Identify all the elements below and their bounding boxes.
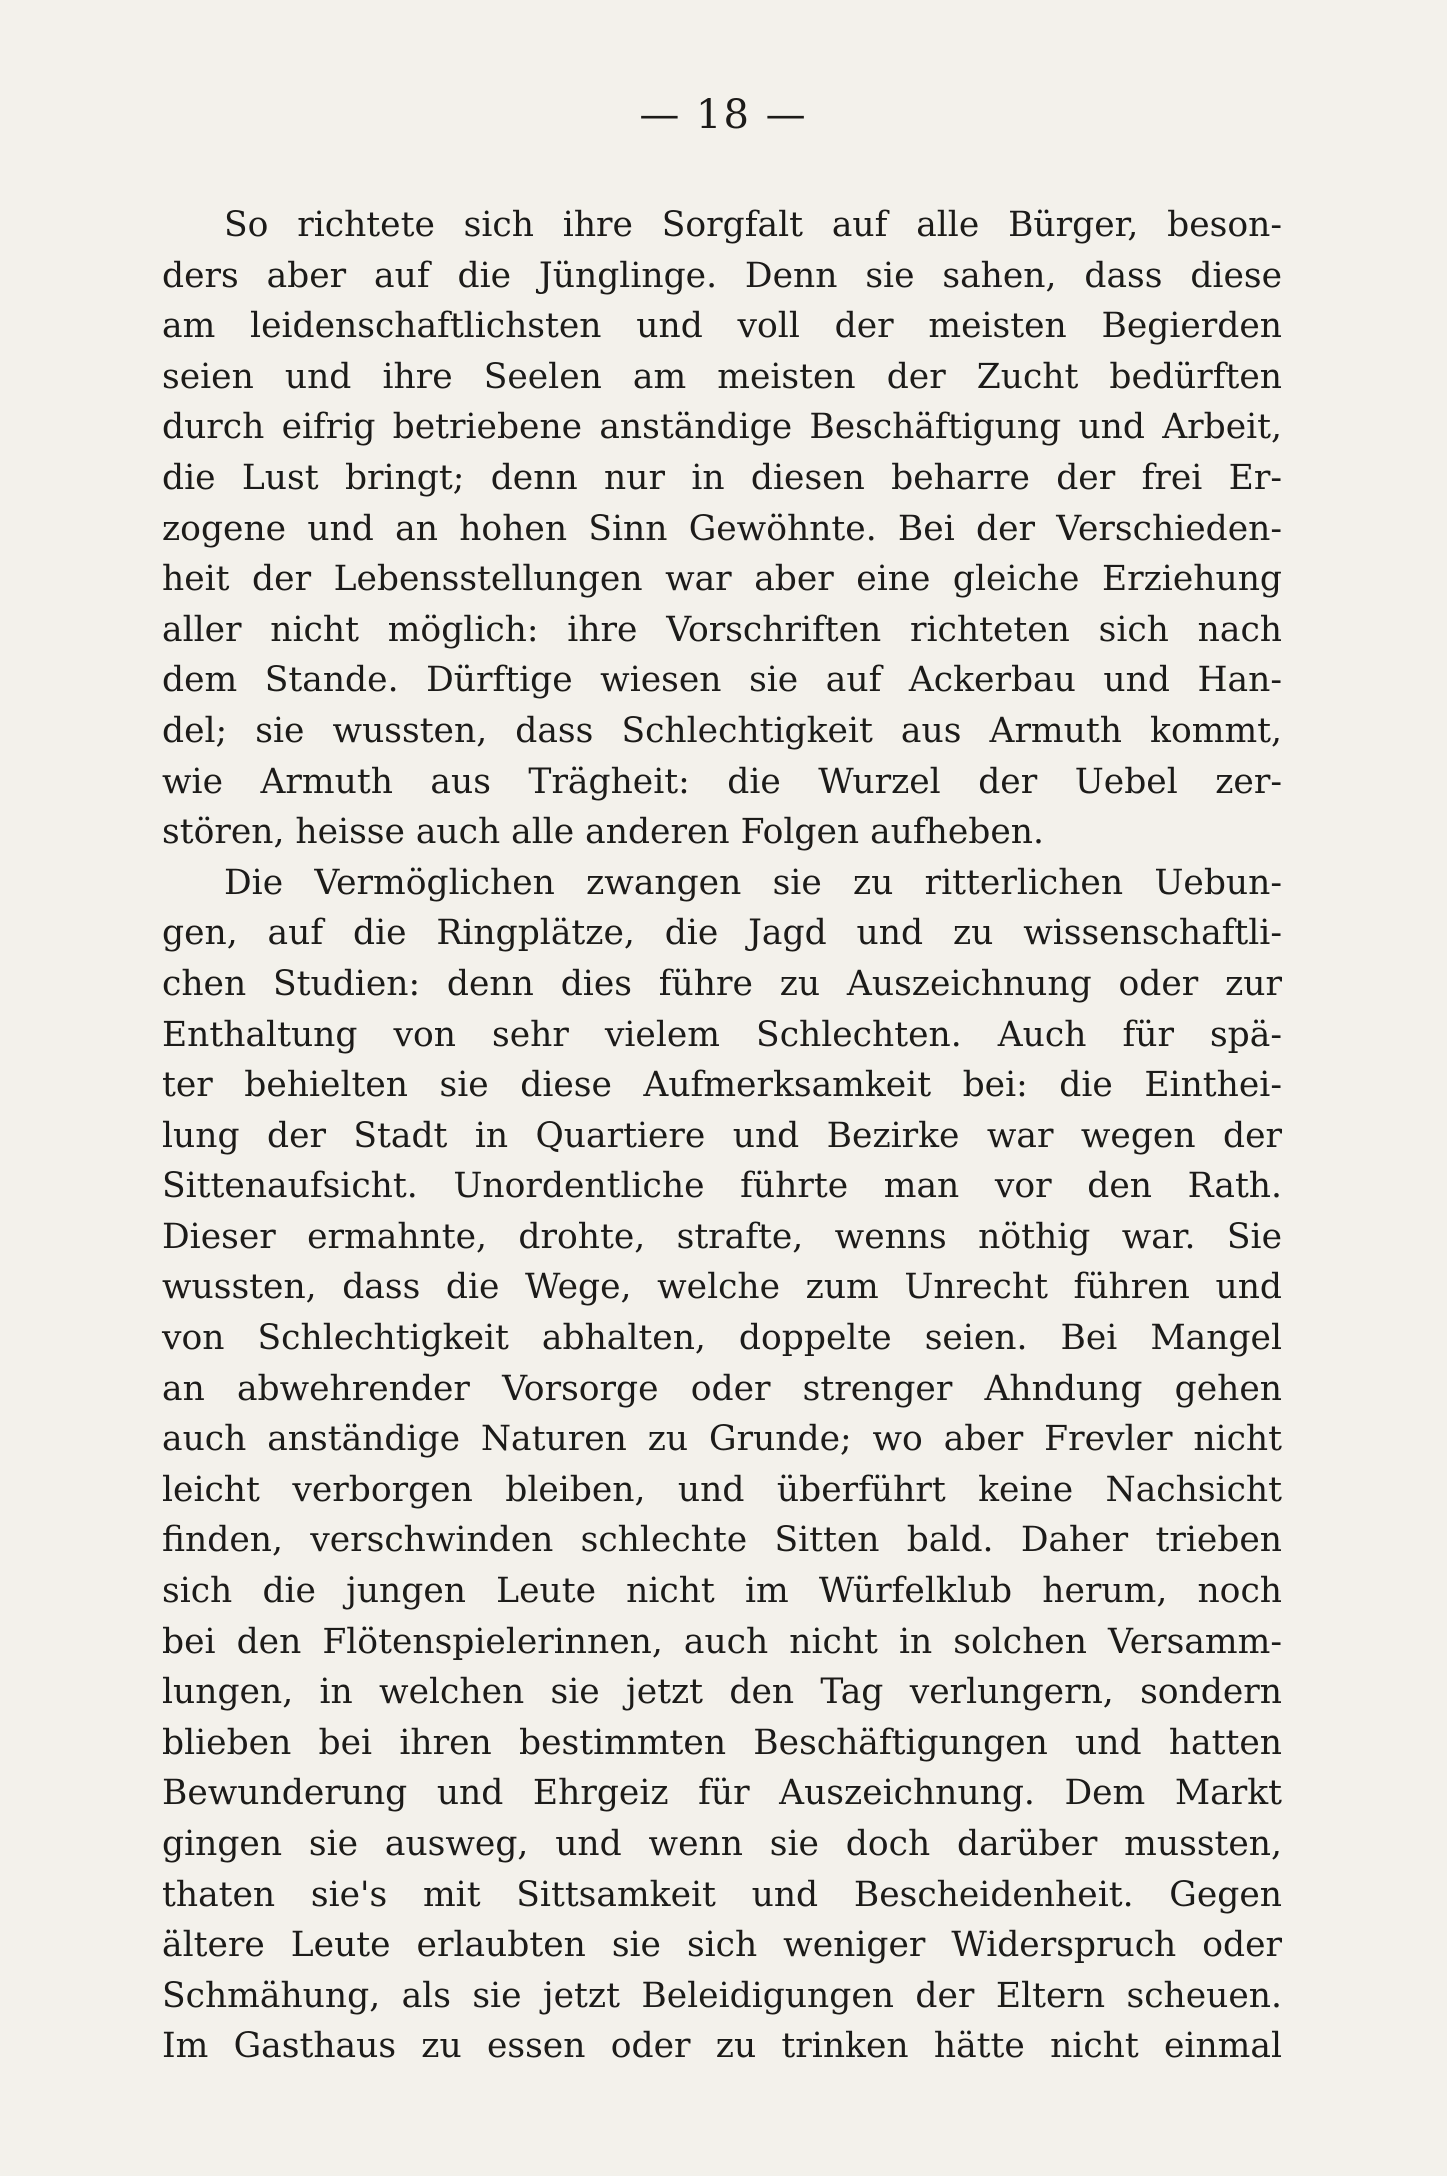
text-line: lung der Stadt in Quartiere und Bezirke war wegen der (162, 1115, 1282, 1156)
text-line: ältere Leute erlaubten sie sich weniger Widerspruch oder (162, 1925, 1282, 1966)
text-line: Schmähung, als sie jetzt Beleidigungen der Eltern scheuen. (162, 1975, 1282, 2016)
text-line: finden, verschwinden schlechte Sitten bald. Daher trieben (162, 1520, 1282, 1561)
text-line: So richtete sich ihre Sorgfalt auf alle Bürger, beson- (224, 205, 1282, 245)
text-line: chen Studien: denn dies führe zu Auszeichnung oder zur (162, 963, 1282, 1004)
text-line: Dieser ermahnte, drohte, strafte, wenns nöthig war. Sie (162, 1216, 1282, 1257)
text-line: blieben bei ihren bestimmten Beschäftigungen und hatten (162, 1722, 1282, 1763)
text-line: lungen, in welchen sie jetzt den Tag verlungern, sondern (162, 1672, 1282, 1713)
text-line: Im Gasthaus zu essen oder zu trinken hätte nicht einmal (162, 2026, 1282, 2067)
text-line: Die Vermöglichen zwangen sie zu ritterlichen Uebun- (224, 862, 1282, 903)
text-line: del; sie wussten, dass Schlechtigkeit aus Armuth kommt, (162, 710, 1282, 751)
text-line: gingen sie ausweg, und wenn sie doch darüber mussten, (162, 1824, 1282, 1864)
text-line: stören, heisse auch alle anderen Folgen aufheben. (162, 812, 1044, 853)
text-line: heit der Lebensstellungen war aber eine gleiche Erziehung (162, 559, 1282, 600)
text-line: am leidenschaftlichsten und voll der meisten Begierden (162, 306, 1282, 347)
text-line: sich die jungen Leute nicht im Würfelklub herum, noch (162, 1571, 1282, 1612)
text-line: aller nicht möglich: ihre Vorschriften richteten sich nach (162, 609, 1282, 650)
text-line: zogene und an hohen Sinn Gewöhnte. Bei der Verschieden- (162, 508, 1282, 549)
text-line: von Schlechtigkeit abhalten, doppelte seien. Bei Mangel (162, 1318, 1282, 1359)
body-text (162, 200, 1282, 2072)
text-line: wie Armuth aus Trägheit: die Wurzel der Uebel zer- (162, 761, 1282, 802)
text-line: Enthaltung von sehr vielem Schlechten. Auch für spä- (162, 1014, 1282, 1055)
text-line: Bewunderung und Ehrgeiz für Auszeichnung. Dem Markt (162, 1773, 1282, 1814)
text-line: die Lust bringt; denn nur in diesen beharre der frei Er- (162, 457, 1282, 498)
text-line: an abwehrender Vorsorge oder strenger Ahndung gehen (162, 1368, 1282, 1409)
text-line: wussten, dass die Wege, welche zum Unrecht führen und (162, 1267, 1282, 1308)
text-line: Sittenaufsicht. Unordentliche führte man vor den Rath. (162, 1166, 1282, 1207)
text-line: durch eifrig betriebene anständige Beschäftigung und Arbeit, (162, 407, 1282, 448)
text-line: gen, auf die Ringplätze, die Jagd und zu wissenschaftli- (162, 913, 1282, 954)
text-line: dem Stande. Dürftige wiesen sie auf Ackerbau und Han- (162, 660, 1282, 701)
text-line: thaten sie's mit Sittsamkeit und Bescheidenheit. Gegen (162, 1874, 1282, 1915)
text-line: seien und ihre Seelen am meisten der Zucht bedürften (162, 356, 1282, 397)
page-number: — 18 — (639, 92, 808, 138)
text-line: ders aber auf die Jünglinge. Denn sie sahen, dass diese (162, 255, 1282, 296)
text-line: leicht verborgen bleiben, und überführt keine Nachsicht (162, 1469, 1282, 1510)
text-line: bei den Flötenspielerinnen, auch nicht in solchen Versamm- (162, 1621, 1282, 1662)
text-line: ter behielten sie diese Aufmerksamkeit bei: die Einthei- (162, 1065, 1282, 1106)
text-line: auch anständige Naturen zu Grunde; wo aber Frevler nicht (162, 1419, 1282, 1460)
